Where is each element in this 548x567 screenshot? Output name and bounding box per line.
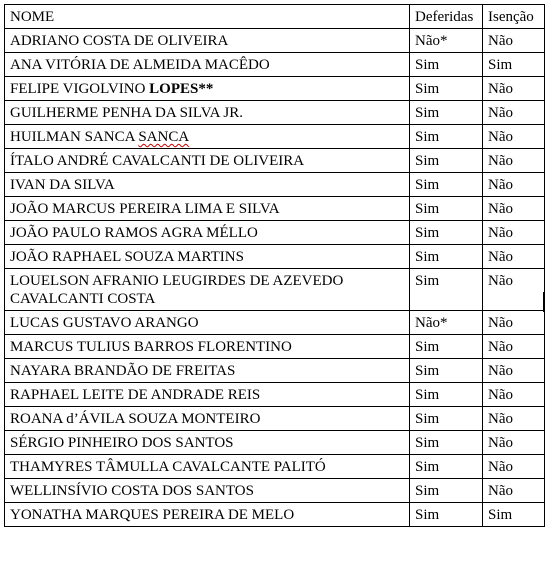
cell-isencao: Não <box>483 125 545 149</box>
cell-isencao: Não <box>483 455 545 479</box>
cell-name: ANA VITÓRIA DE ALMEIDA MACÊDO <box>5 53 410 77</box>
cell-isencao: Não <box>483 383 545 407</box>
table-row <box>5 29 545 53</box>
table-row <box>5 335 545 359</box>
cell-name: MARCUS TULIUS BARROS FLORENTINO <box>5 335 410 359</box>
cell-name: RAPHAEL LEITE DE ANDRADE REIS <box>5 383 410 407</box>
cell-deferidas: Sim <box>410 221 483 245</box>
cell-isencao: Não <box>483 407 545 431</box>
cell-name: JOÃO PAULO RAMOS AGRA MÉLLO <box>5 221 410 245</box>
cell-name <box>5 125 410 149</box>
name-text: FELIPE VIGOLVINO <box>10 81 150 97</box>
cell-deferidas: Sim <box>410 53 483 77</box>
table-row <box>5 407 545 431</box>
cell-deferidas: Não* <box>410 29 483 53</box>
table-row <box>5 245 545 269</box>
table-row <box>5 77 545 101</box>
cell-deferidas: Sim <box>410 431 483 455</box>
cell-isencao: Não <box>483 77 545 101</box>
cell-isencao: Sim <box>483 53 545 77</box>
cell-isencao: Sim <box>483 503 545 527</box>
cell-deferidas: Sim <box>410 503 483 527</box>
name-bold-text: LOPES** <box>149 81 214 97</box>
cell-isencao: Não <box>483 149 545 173</box>
spellcheck-flagged-word[interactable]: SANCA <box>138 129 190 145</box>
cell-name: JOÃO MARCUS PEREIRA LIMA E SILVA <box>5 197 410 221</box>
table-row <box>5 359 545 383</box>
table-row <box>5 383 545 407</box>
cell-name: ROANA d’ÁVILA SOUZA MONTEIRO <box>5 407 410 431</box>
table-row <box>5 221 545 245</box>
cell-isencao: Não <box>483 197 545 221</box>
cell-deferidas: Sim <box>410 383 483 407</box>
table-row <box>5 53 545 77</box>
cell-isencao: Não <box>483 269 545 311</box>
cell-deferidas: Sim <box>410 173 483 197</box>
cell-isencao: Não <box>483 359 545 383</box>
cell-name: ADRIANO COSTA DE OLIVEIRA <box>5 29 410 53</box>
cell-deferidas: Sim <box>410 335 483 359</box>
cell-isencao: Não <box>483 479 545 503</box>
table-row <box>5 479 545 503</box>
header-row <box>5 5 545 29</box>
table-row <box>5 125 545 149</box>
cell-name: THAMYRES TÂMULLA CAVALCANTE PALITÓ <box>5 455 410 479</box>
header-deferidas: Deferidas <box>410 5 483 29</box>
cell-isencao: Não <box>483 245 545 269</box>
cell-deferidas: Sim <box>410 479 483 503</box>
cell-deferidas: Sim <box>410 269 483 311</box>
cell-deferidas: Não* <box>410 311 483 335</box>
table-row <box>5 503 545 527</box>
cell-name: ÍTALO ANDRÉ CAVALCANTI DE OLIVEIRA <box>5 149 410 173</box>
table-row <box>5 197 545 221</box>
cell-deferidas: Sim <box>410 77 483 101</box>
cell-isencao: Não <box>483 29 545 53</box>
cell-isencao: Não <box>483 335 545 359</box>
cell-name: SÉRGIO PINHEIRO DOS SANTOS <box>5 431 410 455</box>
cell-deferidas: Sim <box>410 197 483 221</box>
cell-deferidas: Sim <box>410 149 483 173</box>
cell-name: IVAN DA SILVA <box>5 173 410 197</box>
cell-name: GUILHERME PENHA DA SILVA JR. <box>5 101 410 125</box>
header-name: NOME <box>5 5 410 29</box>
cell-name: YONATHA MARQUES PEREIRA DE MELO <box>5 503 410 527</box>
cell-isencao: Não <box>483 101 545 125</box>
table-row <box>5 149 545 173</box>
cell-isencao: Não <box>483 431 545 455</box>
cell-isencao: Não <box>483 173 545 197</box>
cell-name: JOÃO RAPHAEL SOUZA MARTINS <box>5 245 410 269</box>
name-text: HUILMAN SANCA <box>10 129 139 145</box>
table-row <box>5 101 545 125</box>
cell-name: WELLINSÍVIO COSTA DOS SANTOS <box>5 479 410 503</box>
cell-deferidas: Sim <box>410 455 483 479</box>
table-row <box>5 173 545 197</box>
cell-name <box>5 77 410 101</box>
candidates-table <box>4 4 545 527</box>
cell-isencao: Não <box>483 221 545 245</box>
cell-isencao: Não <box>483 311 545 335</box>
text-cursor <box>543 292 544 312</box>
cell-deferidas: Sim <box>410 125 483 149</box>
table-row <box>5 431 545 455</box>
table-row <box>5 455 545 479</box>
table-row <box>5 311 545 335</box>
cell-deferidas: Sim <box>410 245 483 269</box>
table-row <box>5 269 545 311</box>
cell-name: NAYARA BRANDÃO DE FREITAS <box>5 359 410 383</box>
header-isencao: Isenção <box>483 5 545 29</box>
cell-name: LUCAS GUSTAVO ARANGO <box>5 311 410 335</box>
cell-deferidas: Sim <box>410 101 483 125</box>
cell-deferidas: Sim <box>410 407 483 431</box>
cell-deferidas: Sim <box>410 359 483 383</box>
cell-name: LOUELSON AFRANIO LEUGIRDES DE AZEVEDO CAVALCANTI COSTA <box>5 269 410 311</box>
